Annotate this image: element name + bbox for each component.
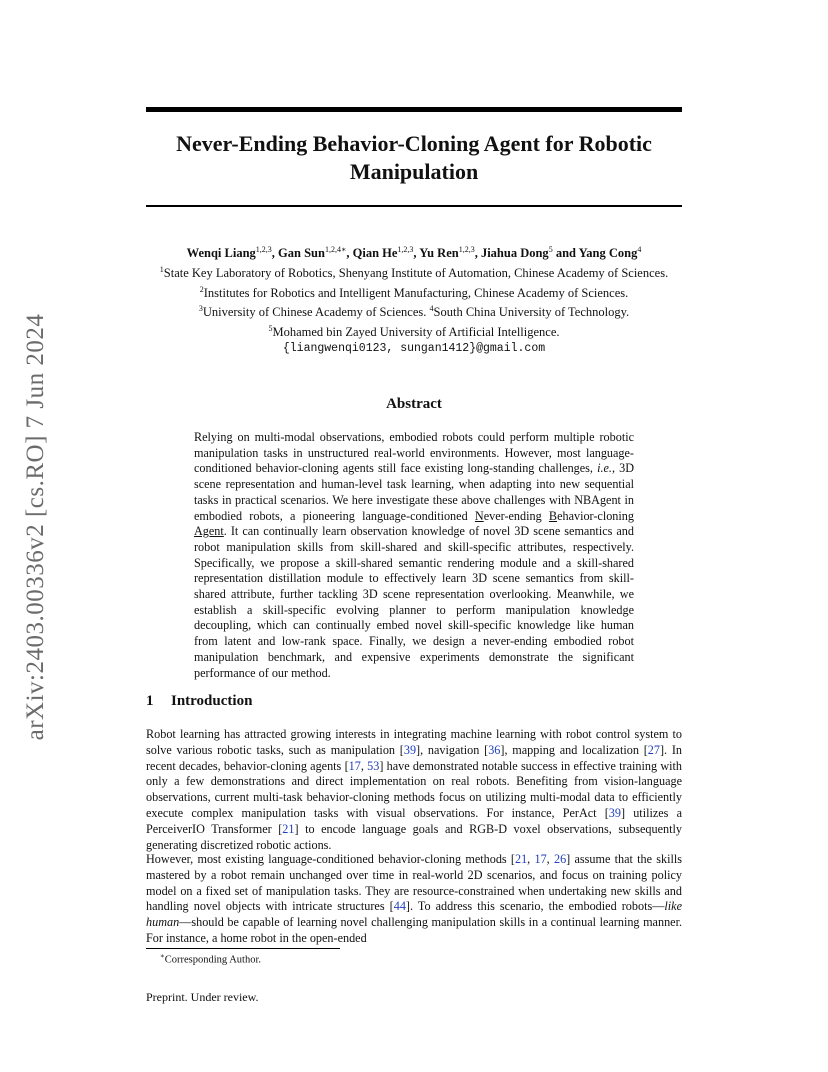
abstract-body: Relying on multi-modal observations, embodied robots could perform multiple robotic manipulation tasks in unstructured real-world environments. However, most language-conditioned behavior-cloning agents still face existing long-standing challenges, i.e., 3D scene representation and human-level task learning, when adapting into new sequential tasks in practical scenarios. We here investigate these above challenges with NBAgent in embodied robots, a pioneering language-conditioned Never-ending Behavior-cloning Agent. It can continually learn observation knowledge of novel 3D scene semantics and robot manipulation skills from skill-shared and skill-specific attributes, respectively. Specifically, we propose a skill-shared semantic rendering module and a skill-shared representation distillation module to effectively learn 3D scene semantics from skill-shared attribute, further tackling 3D scene representation overlooking. Meanwhile, we establish a skill-specific evolving planner to perform manipulation knowledge decoupling, which can continually embed novel skill-specific knowledge like human from latent and low-rank space. Finally, we design a never-ending embodied robot manipulation benchmark, and expensive experiments demonstrate the significant performance of our method. <box>194 430 634 680</box>
citation-link[interactable]: 17 <box>348 758 361 773</box>
arxiv-sidebar-identifier <box>20 292 52 762</box>
footnote-corresponding-author: ∗Corresponding Author. <box>160 952 262 966</box>
citation-link[interactable]: 21 <box>514 852 528 866</box>
author-affil-sup: 1,2,3 <box>255 245 272 254</box>
section-title: Introduction <box>171 693 253 709</box>
affiliation-2: $^2$Institutes for Robotics and Intelligent Manufacturing, Chinese Academy of Sciences. <box>199 284 629 300</box>
citation-link[interactable]: 36 <box>488 742 501 757</box>
affiliation-3-4: $^3$University of Chinese Academy of Sciences. $^4$South China University of Technology. <box>198 304 630 320</box>
citation-link[interactable]: 27 <box>647 742 660 757</box>
citation-link[interactable]: 44 <box>393 899 406 914</box>
arxiv-id-text: arXiv:2403.00336v2 [cs.RO] 7 Jun 2024 <box>22 313 49 741</box>
author-block <box>100 242 728 356</box>
preprint-notice: Preprint. Under review. <box>146 990 259 1004</box>
title-bottom-rule <box>146 205 682 207</box>
abstract-heading: Abstract <box>386 396 442 412</box>
affiliation-5: $^5$Mohamed bin Zayed University of Artificial Intelligence. <box>268 324 560 340</box>
author-name: Wenqi Liang <box>186 246 256 261</box>
section-heading-introduction <box>146 693 252 710</box>
affiliation-1: $^1$State Key Laboratory of Robotics, Shenyang Institute of Automation, Chinese Academy of Sciences. <box>159 264 669 280</box>
author-affil-sup: 1,2,3 <box>397 245 414 254</box>
author-affil-sup: 1,2,3 <box>458 245 475 254</box>
author-name: Jiahua Dong <box>480 246 549 261</box>
author-name: Qian He <box>352 246 398 261</box>
citation-link[interactable]: 21 <box>282 821 295 836</box>
citation-link[interactable]: 26 <box>553 852 567 866</box>
author-email[interactable]: {liangwenqi0123, sungan1412}@gmail.com <box>282 341 546 355</box>
title-line-2: Manipulation <box>349 159 479 184</box>
author-list: Wenqi Liang$^{1,2,3}$, Gan Sun$^{1,2,4∗}$, Qian He$^{1,2,3}$, Yu Ren$^{1,2,3}$, Jiahua Dong$^5$ and Yang Cong$^4$ <box>186 245 642 261</box>
author-affil-sup: 1,2,4∗ <box>324 245 347 254</box>
author-conjunction: and <box>555 246 576 261</box>
title-top-rule <box>146 107 682 112</box>
title-line-1: Never-Ending Behavior-Cloning Agent for Robotic <box>176 131 652 156</box>
author-name: Yu Ren <box>419 246 459 261</box>
section-number: 1 <box>146 693 154 709</box>
author-name: Gan Sun <box>278 246 325 261</box>
author-name: Yang Cong <box>578 246 638 261</box>
citation-link[interactable]: 17 <box>534 852 547 866</box>
intro-paragraph-1: Robot learning has attracted growing interests in integrating machine learning with robot control system to solve various robotic tasks, such as manipulation [39], navigation [36], mapping and localization [27]. In recent decades, behavior-cloning agents [17, 53] have demonstrated notable success in effective training with only a few demonstrations and direct implementation on real robots. Benefiting from vision-language observations, current multi-task behavior-cloning methods focus on utilizing multi-modal data to efficiently execute complex manipulation tasks with visual observations. For instance, PerAct [39] utilizes a PerceiverIO Transformer [21] to encode language goals and RGB-D voxel observations, subsequently generating discretized robotic actions. <box>146 727 682 852</box>
citation-link[interactable]: 53 <box>367 758 380 773</box>
footnote-rule <box>146 948 340 949</box>
citation-link[interactable]: 39 <box>608 805 621 820</box>
paper-title <box>146 130 682 186</box>
intro-paragraph-2: However, most existing language-conditioned behavior-cloning methods [21, 17, 26] assume that the skills mastered by a robot remain unchanged over time in real-world 2D scenarios, and focus on training policy model on a fixed set of manipulation tasks. They are resource-constrained when undertaking new skills and handling novel objects with intricate structures [44]. To address this scenario, the embodied robots—like human—should be capable of learning novel challenging manipulation skills in a continual learning manner. For instance, a home robot in the open-ended <box>146 852 683 945</box>
author-affil-sup: 4 <box>637 245 642 254</box>
citation-link[interactable]: 39 <box>403 742 417 757</box>
author-affil-sup: 5 <box>548 245 553 254</box>
